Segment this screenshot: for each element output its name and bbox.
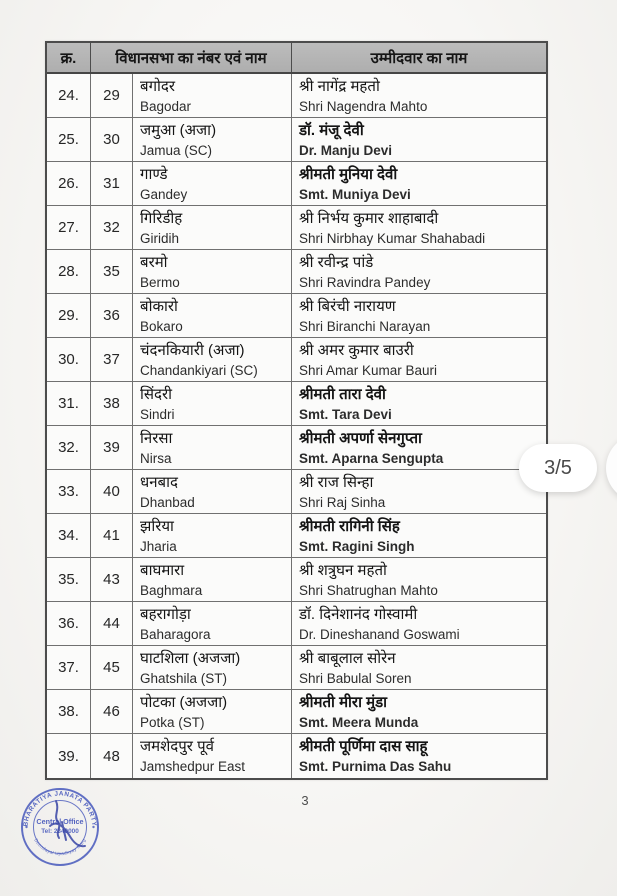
candidate-cell (291, 734, 546, 778)
constituency-cell (132, 646, 291, 689)
stamp-org-name: BHARATIYA JANATA PARTY (22, 790, 98, 827)
serial-number: 29. (58, 307, 79, 324)
constituency-name-english: Baghmara (140, 582, 203, 598)
header-constituency: विधानसभा का नंबर एवं नाम (90, 43, 291, 72)
candidate-name-hindi: श्रीमती मुनिया देवी (299, 165, 398, 183)
candidate-cell (291, 118, 546, 161)
constituency-cell (132, 470, 291, 513)
constituency-cell (132, 250, 291, 293)
constituency-cell (132, 74, 291, 117)
constituency-number: 48 (90, 734, 132, 778)
constituency-cell (132, 426, 291, 469)
candidate-name-english: Shri Amar Kumar Bauri (299, 362, 438, 378)
constituency-name-english: Giridih (140, 230, 180, 246)
serial-number: 26. (58, 175, 79, 192)
serial-number: 32. (58, 439, 79, 456)
constituency-name-hindi: जमशेदपुर पूर्व (140, 738, 214, 755)
constituency-name-hindi: बरमो (140, 253, 168, 271)
candidate-table (45, 41, 548, 780)
serial-number: 39. (58, 747, 79, 765)
document-page-number: 3 (301, 793, 309, 808)
table-row (47, 294, 546, 338)
table-header-row (47, 43, 546, 74)
candidate-name-hindi: श्री राज सिन्हा (299, 473, 374, 491)
candidate-name-hindi: श्रीमती रागिनी सिंह (299, 517, 400, 535)
table-row (47, 206, 546, 250)
constituency-number: 29 (90, 74, 132, 117)
table-row (47, 426, 546, 470)
constituency-cell (132, 690, 291, 733)
table-body (47, 74, 546, 778)
page-indicator-label: 3/5 (544, 456, 572, 479)
candidate-name-hindi: श्रीमती मीरा मुंडा (299, 693, 388, 711)
constituency-name-english: Dhanbad (140, 494, 195, 510)
stamp-address: Deendayal Upadhyay Marg (33, 837, 87, 857)
candidate-cell (291, 646, 546, 689)
table-row (47, 558, 546, 602)
constituency-name-english: Jamua (SC) (140, 142, 213, 158)
candidate-name-english: Shri Ravindra Pandey (299, 274, 431, 290)
constituency-name-hindi: सिंदरी (140, 385, 173, 403)
constituency-number: 39 (90, 426, 132, 469)
page-indicator-pill (519, 444, 597, 492)
serial-number: 35. (58, 571, 79, 588)
candidate-name-hindi: डॉ. मंजू देवी (299, 121, 364, 139)
candidate-cell (291, 338, 546, 381)
table-row (47, 250, 546, 294)
scroll-handle-partial[interactable] (606, 434, 617, 502)
table-row (47, 382, 546, 426)
constituency-number: 31 (90, 162, 132, 205)
serial-number: 25. (58, 131, 79, 148)
constituency-cell (132, 558, 291, 601)
candidate-name-english: Shri Raj Sinha (299, 494, 386, 510)
constituency-name-english: Bagodar (140, 98, 192, 114)
office-stamp-seal (19, 785, 101, 869)
constituency-number: 36 (90, 294, 132, 337)
candidate-name-english: Smt. Aparna Sengupta (299, 450, 444, 466)
constituency-name-hindi: गिरिडीह (140, 209, 183, 227)
serial-number: 37. (58, 659, 79, 676)
constituency-name-english: Bermo (140, 274, 180, 290)
header-candidate: उम्मीदवार का नाम (291, 43, 546, 72)
constituency-cell (132, 162, 291, 205)
candidate-name-hindi: श्री निर्भय कुमार शाहाबादी (299, 209, 439, 227)
constituency-number: 30 (90, 118, 132, 161)
candidate-cell (291, 470, 546, 513)
constituency-name-english: Ghatshila (ST) (140, 670, 228, 686)
candidate-name-hindi: श्रीमती अपर्णा सेनगुप्ता (299, 429, 422, 447)
candidate-name-hindi: श्री अमर कुमार बाउरी (299, 341, 414, 359)
serial-number: 38. (58, 703, 79, 720)
serial-number: 36. (58, 615, 79, 632)
table-row (47, 162, 546, 206)
candidate-cell (291, 74, 546, 117)
constituency-name-hindi: निरसा (140, 429, 173, 447)
constituency-name-english: Bokaro (140, 318, 183, 334)
candidate-cell (291, 382, 546, 425)
candidate-name-hindi: श्रीमती पूर्णिमा दास साहू (299, 738, 428, 755)
constituency-number: 45 (90, 646, 132, 689)
constituency-cell (132, 602, 291, 645)
constituency-name-hindi: पोटका (अजजा) (140, 693, 228, 711)
constituency-cell (132, 294, 291, 337)
candidate-cell (291, 294, 546, 337)
serial-number: 31. (58, 395, 79, 412)
constituency-name-hindi: घाटशिला (अजजा) (140, 649, 241, 667)
table-row (47, 470, 546, 514)
candidate-cell (291, 514, 546, 557)
serial-number: 34. (58, 527, 79, 544)
candidate-name-hindi: श्रीमती तारा देवी (299, 385, 386, 403)
candidate-name-english: Shri Babulal Soren (299, 670, 412, 686)
table-row (47, 74, 546, 118)
candidate-name-hindi: श्री शत्रुघन महतो (299, 561, 387, 579)
candidate-name-hindi: डॉ. दिनेशानंद गोस्वामी (299, 605, 418, 623)
constituency-name-english: Baharagora (140, 626, 211, 642)
serial-number: 24. (58, 87, 79, 104)
constituency-name-hindi: धनबाद (140, 473, 178, 491)
constituency-name-english: Sindri (140, 406, 175, 422)
constituency-number: 38 (90, 382, 132, 425)
table-row (47, 602, 546, 646)
constituency-name-hindi: गाण्डे (140, 165, 168, 183)
candidate-name-english: Dr. Manju Devi (299, 142, 393, 158)
constituency-name-hindi: बाघमारा (140, 561, 185, 579)
constituency-name-hindi: झरिया (140, 517, 174, 535)
candidate-cell (291, 250, 546, 293)
table-row (47, 514, 546, 558)
candidate-name-english: Shri Shatrughan Mahto (299, 582, 438, 598)
candidate-name-english: Smt. Purnima Das Sahu (299, 759, 452, 774)
constituency-cell (132, 514, 291, 557)
stamp-tel-line: Tel: 2340000 (41, 828, 79, 835)
candidate-name-english: Smt. Meera Munda (299, 714, 419, 730)
constituency-name-english: Jharia (140, 538, 177, 554)
constituency-cell (132, 338, 291, 381)
candidate-cell (291, 162, 546, 205)
constituency-name-english: Potka (ST) (140, 714, 205, 730)
constituency-name-english: Gandey (140, 186, 188, 202)
constituency-name-hindi: बहरागोड़ा (140, 605, 191, 623)
candidate-name-hindi: श्री बाबूलाल सोरेन (299, 649, 396, 667)
serial-number: 28. (58, 263, 79, 280)
constituency-number: 40 (90, 470, 132, 513)
candidate-name-english: Shri Biranchi Narayan (299, 318, 431, 334)
serial-number: 27. (58, 219, 79, 236)
constituency-name-hindi: बोकारो (140, 297, 178, 315)
candidate-name-english: Dr. Dineshanand Goswami (299, 626, 460, 642)
constituency-number: 37 (90, 338, 132, 381)
candidate-name-english: Smt. Muniya Devi (299, 186, 411, 202)
candidate-name-english: Smt. Ragini Singh (299, 538, 415, 554)
constituency-number: 32 (90, 206, 132, 249)
candidate-name-english: Shri Nagendra Mahto (299, 98, 428, 114)
header-serial: क्र. (60, 49, 77, 67)
table-row (47, 646, 546, 690)
constituency-name-english: Chandankiyari (SC) (140, 362, 258, 378)
constituency-number: 41 (90, 514, 132, 557)
constituency-name-hindi: चंदनकियारी (अजा) (140, 341, 245, 359)
candidate-name-english: Shri Nirbhay Kumar Shahabadi (299, 230, 486, 246)
candidate-cell (291, 690, 546, 733)
stamp-office-line: Central Office (36, 817, 84, 826)
candidate-cell (291, 206, 546, 249)
constituency-number: 43 (90, 558, 132, 601)
constituency-cell (132, 118, 291, 161)
serial-number: 30. (58, 351, 79, 368)
candidate-name-hindi: श्री बिरंची नारायण (299, 297, 396, 315)
constituency-name-english: Nirsa (140, 450, 172, 466)
candidate-cell (291, 558, 546, 601)
table-row (47, 338, 546, 382)
serial-number: 33. (58, 483, 79, 500)
svg-text:Deendayal Upadhyay Marg (33, 838, 87, 857)
constituency-cell (132, 206, 291, 249)
table-row (47, 690, 546, 734)
constituency-name-hindi: जमुआ (अजा) (140, 121, 217, 139)
candidate-cell (291, 602, 546, 645)
constituency-cell (132, 734, 291, 778)
constituency-name-hindi: बगोदर (140, 77, 175, 95)
table-row (47, 118, 546, 162)
constituency-number: 44 (90, 602, 132, 645)
table-row (47, 734, 546, 778)
constituency-cell (132, 382, 291, 425)
constituency-number: 46 (90, 690, 132, 733)
candidate-cell (291, 426, 546, 469)
candidate-name-hindi: श्री नागेंद्र महतो (299, 77, 380, 95)
candidate-name-english: Smt. Tara Devi (299, 406, 392, 422)
constituency-number: 35 (90, 250, 132, 293)
candidate-name-hindi: श्री रवीन्द्र पांडे (299, 253, 374, 271)
constituency-name-english: Jamshedpur East (140, 759, 246, 774)
